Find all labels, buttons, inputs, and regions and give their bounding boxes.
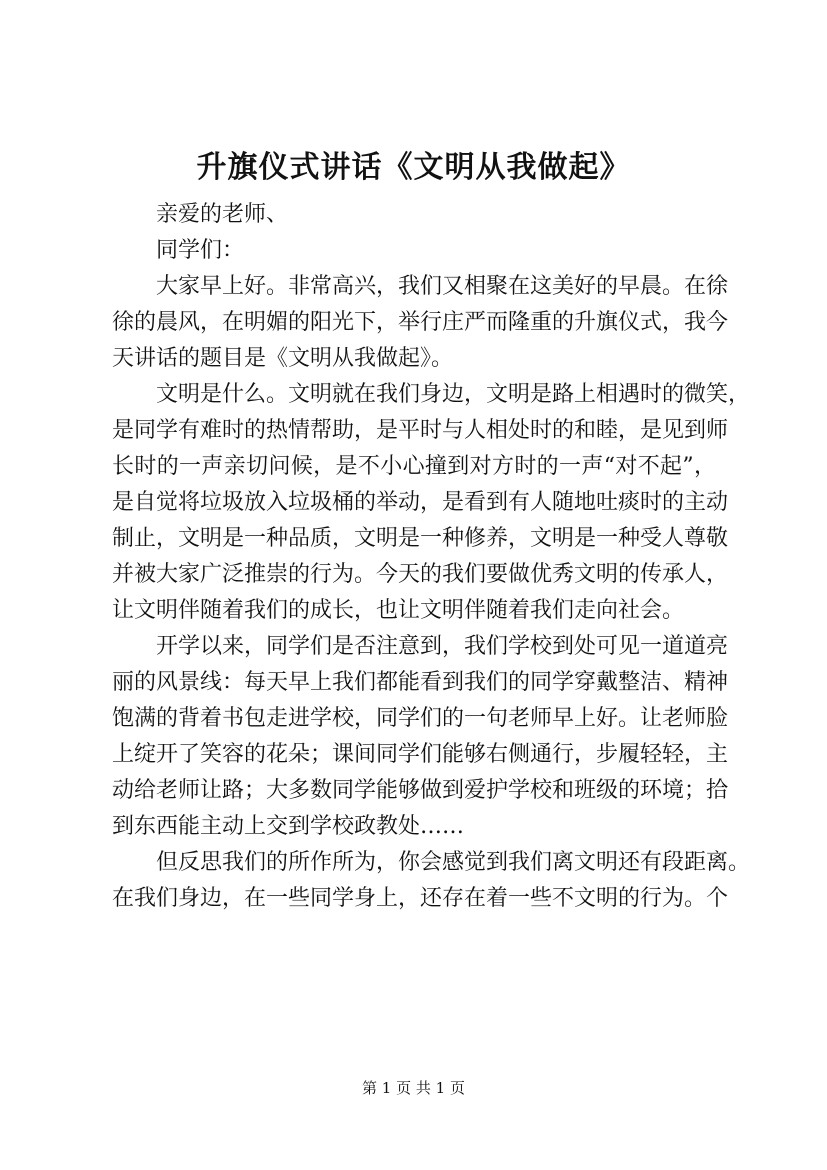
text-line: 开学以来，同学们是否注意到，我们学校到处可见一道道亮 xyxy=(156,634,729,659)
text-line: 让文明伴随着我们的成长，也让文明伴随着我们走向社会。 xyxy=(112,598,685,623)
text-line: 天讲话的题目是《文明从我做起》。 xyxy=(112,346,454,371)
paragraph-reflection xyxy=(112,845,751,917)
text-line: 是自觉将垃圾放入垃圾桶的举动，是看到有人随地吐痰时的主动 xyxy=(112,490,729,515)
text-line: 到东西能主动上交到学校政教处…… xyxy=(112,814,465,839)
document-title: 升旗仪式讲话《文明从我做起》 xyxy=(196,150,631,185)
text-line: 丽的风景线：每天早上我们都能看到我们的同学穿戴整洁、精神 xyxy=(112,670,729,695)
text-line: 文明是什么。文明就在我们身边，文明是路上相遇时的微笑， xyxy=(156,382,751,407)
greeting-line: 同学们： xyxy=(156,238,245,263)
text-line: 饱满的背着书包走进学校，同学们的一句老师早上好。让老师脸 xyxy=(112,706,729,731)
paragraph-school-scenery xyxy=(112,629,729,845)
text-line: 动给老师让路；大多数同学能够做到爱护学校和班级的环境；拾 xyxy=(112,778,729,803)
text-line: 但反思我们的所作所为，你会感觉到我们离文明还有段距离。 xyxy=(156,850,751,875)
text-line: 是同学有难时的热情帮助，是平时与人相处时的和睦，是见到师 xyxy=(112,418,729,443)
document-body xyxy=(112,197,751,917)
text-line: 大家早上好。非常高兴，我们又相聚在这美好的早晨。在徐 xyxy=(156,274,729,299)
text-line: 上绽开了笑容的花朵；课间同学们能够右侧通行，步履轻轻，主 xyxy=(112,742,729,767)
text-line: 并被大家广泛推崇的行为。今天的我们要做优秀文明的传承人， xyxy=(112,562,729,587)
greeting-line: 亲爱的老师、 xyxy=(156,202,289,227)
text-line: 制止，文明是一种品质，文明是一种修养，文明是一种受人尊敬 xyxy=(112,526,729,551)
text-line: 长时的一声亲切问候，是不小心撞到对方时的一声“对不起”， xyxy=(112,454,716,479)
text-line: 徐的晨风，在明媚的阳光下，举行庄严而隆重的升旗仪式，我今 xyxy=(112,310,729,335)
page-footer: 第 1 页 共 1 页 xyxy=(362,1079,465,1097)
paragraph-greeting xyxy=(112,269,729,377)
text-line: 在我们身边，在一些同学身上，还存在着一些不文明的行为。个 xyxy=(112,886,729,911)
paragraph-what-is-civility xyxy=(112,377,751,629)
